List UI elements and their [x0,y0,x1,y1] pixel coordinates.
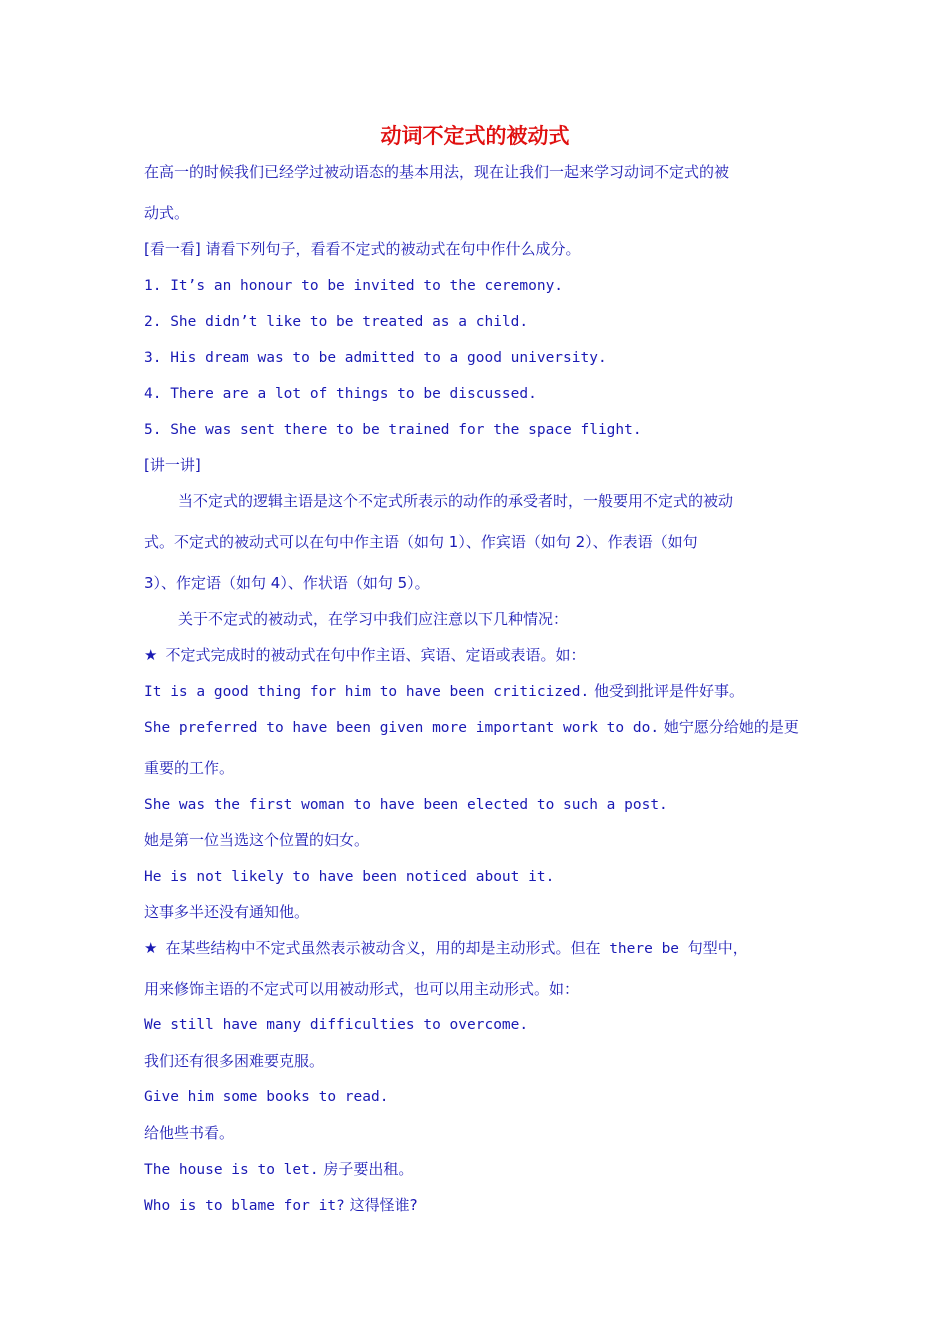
point2-example-3 [144,1157,814,1182]
point1-ex1-zh: 他受到批评是件好事。 [594,682,745,700]
point1-ex2-zh-b: 重要的工作。 [144,759,235,777]
point1-ex4-en: He is not likely to have been noticed about it. [144,869,555,885]
point2-ex2-en: Give him some books to read. [144,1089,389,1105]
point1-ex2-zh-a: 她宁愿分给她的是更 [663,718,799,736]
point2-ex3-en: The house is to let. [144,1162,319,1178]
point2-ex4-en: Who is to blame for it? [144,1198,345,1214]
explain-para1-line2: 式。不定式的被动式可以在句中作主语（如句 1）、作宾语（如句 2）、作表语（如句 [144,533,698,551]
point2-text-a: 在某些结构中不定式虽然表示被动含义，用的却是主动形式。但在 [165,939,601,957]
point2-text-en: there be [600,941,688,957]
point2-example-4 [144,1193,814,1218]
point2-ex1-zh: 我们还有很多困难要克服。 [144,1052,325,1070]
look-heading: [看一看] 请看下列句子，看看不定式的被动式在句中作什么成分。 [144,240,581,258]
point2-ex4-zh: 这得怪谁? [349,1196,418,1214]
example-sentence-5: 5. She was sent there to be trained for the space flight. [144,422,642,438]
point2-text-b: 句型中， [687,939,748,957]
star-icon: ★ [144,646,158,664]
point1-ex3-en: She was the first woman to have been elected to such a post. [144,797,668,813]
example-sentence-3: 3. His dream was to be admitted to a good university. [144,350,607,366]
point1-ex2-en: She preferred to have been given more important work to do. [144,720,660,736]
intro-line-2: 动式。 [144,204,190,222]
example-sentence-2: 2. She didn’t like to be treated as a child. [144,314,529,330]
point2-heading-line2: 用来修饰主语的不定式可以用被动形式，也可以用主动形式。如： [144,980,580,998]
point2-ex3-zh: 房子要出租。 [323,1160,414,1178]
point1-example-2 [144,715,814,740]
intro-line-1: 在高一的时候我们已经学过被动语态的基本用法，现在让我们一起来学习动词不定式的被 [144,163,730,181]
point1-text: 不定式完成时的被动式在句中作主语、宾语、定语或表语。如： [165,646,586,664]
explain-heading: [讲一讲] [144,456,201,474]
explain-para1-line3: 3）、作定语（如句 4）、作状语（如句 5）。 [144,574,430,592]
point2-ex2-zh: 给他些书看。 [144,1124,235,1142]
point1-ex1-en: It is a good thing for him to have been criticized. [144,684,590,700]
example-sentence-1: 1. It’s an honour to be invited to the ceremony. [144,278,564,294]
point2-ex1-en: We still have many difficulties to overcome. [144,1017,529,1033]
explain-para2: 关于不定式的被动式，在学习中我们应注意以下几种情况： [178,610,569,628]
point1-example-1 [144,679,814,704]
explain-para1-line1: 当不定式的逻辑主语是这个不定式所表示的动作的承受者时，一般要用不定式的被动 [178,492,734,510]
point1-ex4-zh: 这事多半还没有通知他。 [144,903,310,921]
example-sentence-4: 4. There are a lot of things to be discussed. [144,386,537,402]
page-title: 动词不定式的被动式 [380,123,570,148]
point1-heading [144,643,814,667]
point1-ex3-zh: 她是第一位当选这个位置的妇女。 [144,831,370,849]
star-icon: ★ [144,939,158,957]
point2-heading-line1 [144,936,814,961]
